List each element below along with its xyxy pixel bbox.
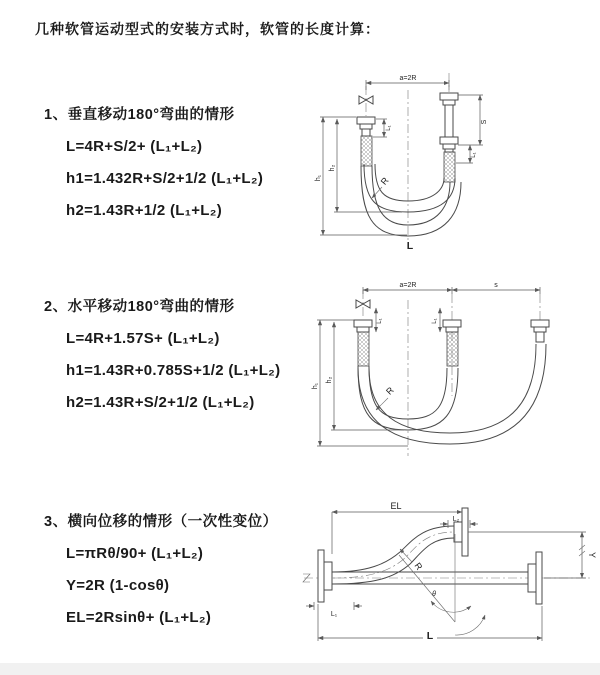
- radius-construction: [399, 534, 485, 635]
- formula-length: L=4R+S/2+ (L₁+L₂): [66, 138, 203, 155]
- technical-drawing-1: [312, 70, 594, 256]
- dim-label-l1: L₁: [471, 152, 477, 158]
- page-edge-strip: [0, 663, 600, 675]
- technical-drawing-3: [298, 498, 598, 648]
- section-vertical-movement: [44, 99, 344, 227]
- dim-label-h1: h₁: [315, 174, 322, 182]
- dim-label-a2r: a=2R: [399, 75, 417, 82]
- technical-drawing-2: [308, 276, 592, 466]
- dim-label-el: EL: [390, 501, 402, 511]
- formula-h1: h1=1.432R+S/2+1/2 (L₁+L₂): [66, 170, 264, 187]
- section-3-heading: 3、横向位移的情形（一次性变位）: [44, 514, 278, 530]
- left-pipe-fitting: [357, 117, 375, 166]
- dimension-l1-middle: [432, 308, 440, 332]
- left-flange: [318, 550, 332, 602]
- braided-hose-section: [444, 152, 455, 182]
- dimension-s: [458, 95, 488, 145]
- formula-h2: h2=1.43R+S/2+1/2 (L₁+L₂): [66, 394, 255, 411]
- valve-icon: [359, 96, 373, 104]
- dim-label-r: R: [412, 560, 425, 572]
- formula-y: Y=2R (1-cosθ): [66, 577, 170, 594]
- dim-label-theta: θ: [432, 591, 436, 598]
- dimension-a2r: [366, 75, 449, 90]
- dimension-l1-left: [376, 308, 383, 332]
- formula-h2: h2=1.43R+1/2 (L₁+L₂): [66, 202, 223, 219]
- right-pipe-fitting: [531, 320, 549, 342]
- braided-hose-section: [358, 332, 369, 366]
- dim-label-l: L: [426, 630, 434, 642]
- valve-icon: [356, 300, 370, 308]
- dim-label-l2: L₂: [452, 516, 460, 523]
- dim-label-l1: L₁: [386, 125, 392, 131]
- diagram-lateral-displacement: [298, 498, 598, 648]
- formula-el: EL=2Rsinθ+ (L₁+L₂): [66, 609, 212, 626]
- dim-label-a2r: a=2R: [399, 282, 417, 289]
- hose-s-curve: [332, 526, 454, 584]
- dimension-el: [332, 501, 462, 554]
- formula-length: L=4R+1.57S+ (L₁+L₂): [66, 330, 220, 347]
- dim-label-l1: L₁: [330, 611, 338, 618]
- dimension-l1: [306, 602, 362, 618]
- dim-label-l-total: L: [406, 240, 414, 252]
- braided-hose-section: [361, 136, 372, 166]
- braided-hose-section: [447, 332, 458, 366]
- formula-length: L=πRθ/90+ (L₁+L₂): [66, 545, 204, 562]
- formula-h1: h1=1.43R+0.785S+1/2 (L₁+L₂): [66, 362, 281, 379]
- dimension-a2r: [363, 282, 540, 294]
- right-pipe-fitting: [440, 93, 458, 182]
- diagram-horizontal-180-bend: [308, 276, 592, 466]
- diagram-vertical-180-bend: [312, 70, 594, 256]
- dim-label-l1: L₁: [432, 318, 438, 324]
- dim-label-l1: L₁: [377, 318, 383, 324]
- dimension-l-total: [318, 604, 542, 642]
- dimension-l1-left: [373, 119, 392, 137]
- dim-label-h2: h₂: [329, 164, 336, 172]
- dim-label-s: s: [494, 282, 498, 289]
- dimension-s: [452, 282, 540, 290]
- right-flange: [528, 552, 542, 604]
- dim-label-y: Y: [587, 551, 597, 559]
- section-1-heading: 1、垂直移动180°弯曲的情形: [44, 107, 235, 123]
- dim-label-h1: h₁: [312, 382, 319, 390]
- section-2-heading: 2、水平移动180°弯曲的情形: [44, 299, 235, 315]
- dim-label-s: S: [481, 119, 488, 125]
- dim-label-h2: h₂: [326, 376, 333, 384]
- page-title: 几种软管运动型式的安装方式时，软管的长度计算：: [35, 21, 380, 37]
- dim-label-r: R: [384, 385, 396, 397]
- section-horizontal-movement: [44, 291, 344, 419]
- left-pipe-fitting: [354, 320, 372, 366]
- dimension-l1-right: [456, 145, 477, 163]
- dim-label-r: R: [378, 175, 391, 187]
- middle-pipe-fitting: [443, 320, 461, 366]
- radius-callout: [372, 175, 391, 198]
